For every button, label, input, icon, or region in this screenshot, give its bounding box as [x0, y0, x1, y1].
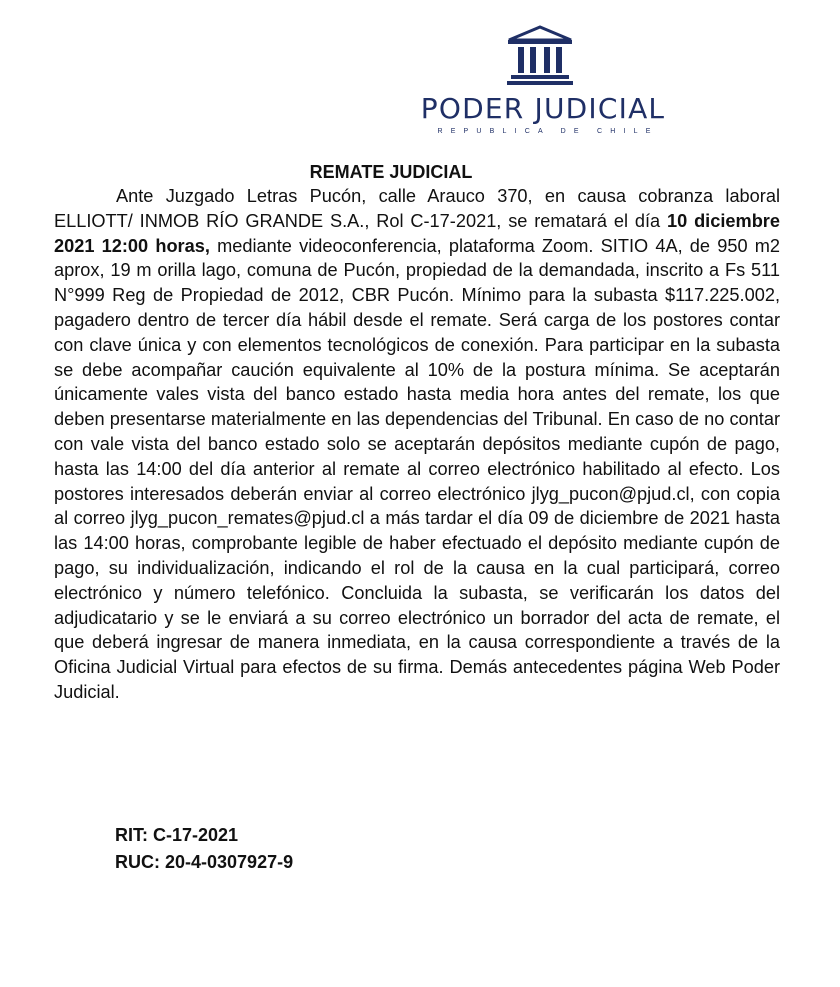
logo-name: PODER JUDICIAL — [420, 92, 666, 125]
logo-subtitle: REPUBLICA DE CHILE — [437, 128, 659, 135]
ruc-number: RUC: 20-4-0307927-9 — [115, 852, 294, 872]
notice-text-before-date: Ante Juzgado Letras Pucón, calle Arauco 370, en causa cobranza laboral ELLIOTT/ INMOB RÍO GRANDE S.A., Rol C-17-2021, se rematará el día — [54, 186, 780, 231]
courthouse-icon — [505, 24, 575, 86]
notice-text-after-date: mediante videoconferencia, plataforma Zoom. SITIO 4A, de 950 m2 aprox, 19 m orilla lago, comuna de Pucón, propiedad de la demandada, inscrito a Fs 511 N°999 Reg de Propiedad de 2012, CBR Pucón. Mínimo para la subasta $117.225.002, pagadero dentro de tercer día hábil desde el remate. Será carga de los postores contar con clave única y con elementos tecnológicos de conexión. Para participar en la subasta se debe acompañar caución equivalente al 10% de la postura mínima. Se aceptarán únicamente vales vista del banco estado hasta media hora antes del remate, los que deben presentarse materialmente en las dependencias del Tribunal. En caso de no contar con vale vista del banco estado solo se aceptarán depósitos mediante cupón de pago, hasta las 14:00 del día anterior al remate al correo electrónico habilitado al efecto. Los postores interesados deberán enviar al correo electrónico jlyg_pucon@pjud.cl, con copia al correo jlyg_pucon_remates@pjud.cl a más tardar el día 09 de diciembre de 2021 hasta las 14:00 horas, comprobante legible de haber efectuado el depósito mediante cupón de pago, su individualización, indicando el rol de la causa en la cual participará, correo electrónico y número telefónico. Concluida la subasta, se verificarán los datos del adjudicatario y se le enviará a su correo electrónico un borrador del acta de remate, el que deberá ingresar de manera inmediata, en la causa correspondiente a través de la Oficina Judicial Virtual para efectos de su firma. Demás antecedentes página Web Poder Judicial. — [54, 235, 780, 702]
case-references — [115, 822, 293, 876]
notice-auction-date: 10 diciembre 2021 12:00 horas, — [54, 210, 780, 256]
poder-judicial-logo — [413, 24, 673, 136]
rit-number: RIT: C-17-2021 — [115, 825, 239, 845]
notice-body — [54, 184, 780, 705]
notice-title: REMATE JUDICIAL — [309, 162, 473, 182]
